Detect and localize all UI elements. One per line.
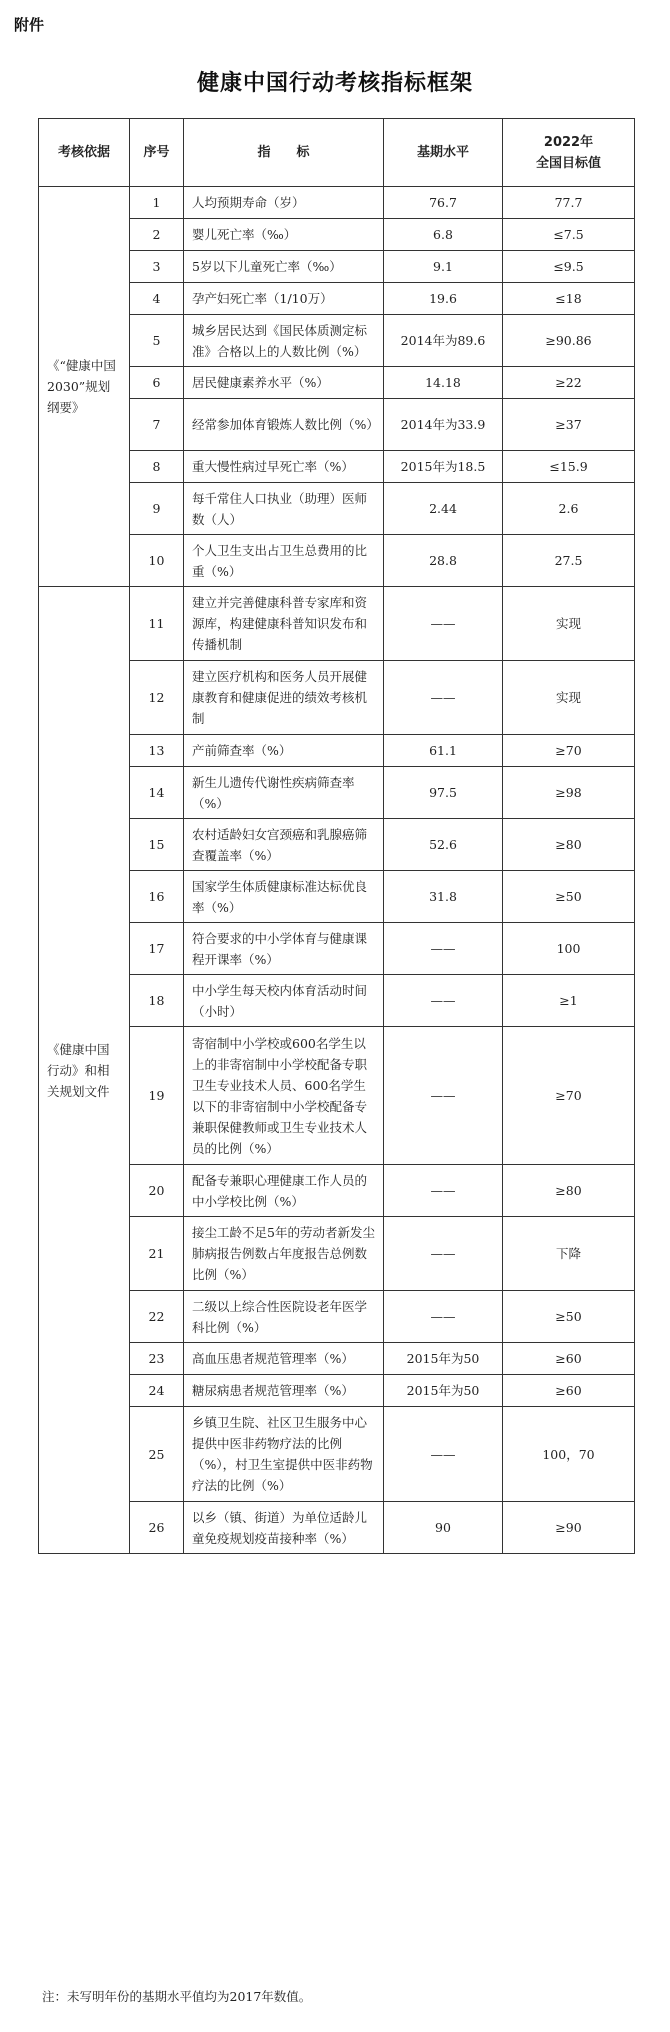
baseline-value: 28.8 — [384, 535, 503, 587]
row-number: 21 — [130, 1217, 184, 1291]
baseline-value: 61.1 — [384, 735, 503, 767]
baseline-value: —— — [384, 1165, 503, 1217]
header-number: 序号 — [130, 119, 184, 187]
row-number: 22 — [130, 1291, 184, 1343]
row-number: 6 — [130, 367, 184, 399]
indicator-cell: 符合要求的中小学体育与健康课程开课率（%） — [184, 923, 384, 975]
basis-cell: 《“健康中国2030”规划纲要》 — [39, 187, 130, 587]
target-value: ≥60 — [503, 1343, 635, 1375]
indicator-cell: 乡镇卫生院、社区卫生服务中心提供中医非药物疗法的比例（%），村卫生室提供中医非药物疗法的比例（%） — [184, 1407, 384, 1502]
target-value: ≥37 — [503, 399, 635, 451]
indicator-cell: 配备专兼职心理健康工作人员的中小学校比例（%） — [184, 1165, 384, 1217]
attachment-label: 附件 — [14, 16, 45, 34]
indicator-cell: 寄宿制中小学校或600名学生以上的非寄宿制中小学校配备专职卫生专业技术人员、600名学生以下的非寄宿制中小学校配备专兼职保健教师或卫生专业技术人员的比例（%） — [184, 1027, 384, 1165]
indicator-cell: 婴儿死亡率（‰） — [184, 219, 384, 251]
row-number: 16 — [130, 871, 184, 923]
baseline-value: —— — [384, 1027, 503, 1165]
baseline-value: —— — [384, 1217, 503, 1291]
row-number: 18 — [130, 975, 184, 1027]
target-value: ≥98 — [503, 767, 635, 819]
indicator-cell: 居民健康素养水平（%） — [184, 367, 384, 399]
row-number: 10 — [130, 535, 184, 587]
indicator-cell: 经常参加体育锻炼人数比例（%） — [184, 399, 384, 451]
baseline-value: 76.7 — [384, 187, 503, 219]
target-value: 100 — [503, 923, 635, 975]
target-value: ≥1 — [503, 975, 635, 1027]
row-number: 17 — [130, 923, 184, 975]
row-number: 3 — [130, 251, 184, 283]
indicator-cell: 个人卫生支出占卫生总费用的比重（%） — [184, 535, 384, 587]
row-number: 20 — [130, 1165, 184, 1217]
target-value: ≤18 — [503, 283, 635, 315]
row-number: 4 — [130, 283, 184, 315]
header-baseline: 基期水平 — [384, 119, 503, 187]
header-target-scope: 全国目标值 — [535, 155, 601, 171]
indicator-cell: 糖尿病患者规范管理率（%） — [184, 1375, 384, 1407]
row-number: 11 — [130, 587, 184, 661]
row-number: 25 — [130, 1407, 184, 1502]
baseline-value: 9.1 — [384, 251, 503, 283]
row-number: 8 — [130, 451, 184, 483]
row-number: 2 — [130, 219, 184, 251]
baseline-value: 31.8 — [384, 871, 503, 923]
header-indicator: 指 标 — [184, 119, 384, 187]
header-basis: 考核依据 — [39, 119, 130, 187]
baseline-value: 19.6 — [384, 283, 503, 315]
baseline-value: 6.8 — [384, 219, 503, 251]
indicator-cell: 5岁以下儿童死亡率（‰） — [184, 251, 384, 283]
row-number: 15 — [130, 819, 184, 871]
header-target — [503, 119, 635, 187]
target-value: ≥60 — [503, 1375, 635, 1407]
baseline-value: —— — [384, 975, 503, 1027]
indicator-cell: 建立并完善健康科普专家库和资源库，构建健康科普知识发布和传播机制 — [184, 587, 384, 661]
target-value: 27.5 — [503, 535, 635, 587]
row-number: 19 — [130, 1027, 184, 1165]
target-value: 下降 — [503, 1217, 635, 1291]
target-value: 实现 — [503, 661, 635, 735]
baseline-value: 2015年为50 — [384, 1375, 503, 1407]
target-value: 2.6 — [503, 483, 635, 535]
row-number: 1 — [130, 187, 184, 219]
baseline-value: —— — [384, 1407, 503, 1502]
row-number: 23 — [130, 1343, 184, 1375]
baseline-value: 52.6 — [384, 819, 503, 871]
baseline-value: 14.18 — [384, 367, 503, 399]
indicator-cell: 产前筛查率（%） — [184, 735, 384, 767]
indicator-cell: 孕产妇死亡率（1/10万） — [184, 283, 384, 315]
table-header-row — [39, 119, 635, 187]
baseline-value: 2015年为50 — [384, 1343, 503, 1375]
target-value: ≥50 — [503, 1291, 635, 1343]
baseline-value: 2015年为18.5 — [384, 451, 503, 483]
target-value: ≥50 — [503, 871, 635, 923]
target-value: ≥80 — [503, 819, 635, 871]
row-number: 13 — [130, 735, 184, 767]
indicator-cell: 二级以上综合性医院设老年医学科比例（%） — [184, 1291, 384, 1343]
indicator-cell: 以乡（镇、街道）为单位适龄儿童免疫规划疫苗接种率（%） — [184, 1502, 384, 1554]
table-row — [39, 187, 635, 219]
table-row — [39, 587, 635, 661]
target-value: ≥90 — [503, 1502, 635, 1554]
indicator-cell: 农村适龄妇女宫颈癌和乳腺癌筛查覆盖率（%） — [184, 819, 384, 871]
indicator-cell: 重大慢性病过早死亡率（%） — [184, 451, 384, 483]
target-value: ≤9.5 — [503, 251, 635, 283]
indicator-cell: 国家学生体质健康标准达标优良率（%） — [184, 871, 384, 923]
indicator-cell: 人均预期寿命（岁） — [184, 187, 384, 219]
baseline-value: 90 — [384, 1502, 503, 1554]
indicator-cell: 中小学生每天校内体育活动时间（小时） — [184, 975, 384, 1027]
row-number: 26 — [130, 1502, 184, 1554]
indicator-cell: 城乡居民达到《国民体质测定标准》合格以上的人数比例（%） — [184, 315, 384, 367]
target-value: 实现 — [503, 587, 635, 661]
baseline-value: 2014年为89.6 — [384, 315, 503, 367]
row-number: 9 — [130, 483, 184, 535]
basis-cell: 《健康中国行动》和相关规划文件 — [39, 587, 130, 1554]
indicator-cell: 新生儿遗传代谢性疾病筛查率（%） — [184, 767, 384, 819]
row-number: 14 — [130, 767, 184, 819]
target-value: 100，70 — [503, 1407, 635, 1502]
row-number: 7 — [130, 399, 184, 451]
target-value: ≤15.9 — [503, 451, 635, 483]
baseline-value: —— — [384, 661, 503, 735]
row-number: 5 — [130, 315, 184, 367]
target-value: ≥80 — [503, 1165, 635, 1217]
indicator-cell: 建立医疗机构和医务人员开展健康教育和健康促进的绩效考核机制 — [184, 661, 384, 735]
baseline-value: —— — [384, 923, 503, 975]
indicator-cell: 高血压患者规范管理率（%） — [184, 1343, 384, 1375]
indicator-cell: 接尘工龄不足5年的劳动者新发尘肺病报告例数占年度报告总例数比例（%） — [184, 1217, 384, 1291]
target-value: ≤7.5 — [503, 219, 635, 251]
header-target-year: 2022年 — [543, 134, 594, 150]
target-value: ≥90.86 — [503, 315, 635, 367]
baseline-value: 97.5 — [384, 767, 503, 819]
target-value: ≥22 — [503, 367, 635, 399]
target-value: ≥70 — [503, 735, 635, 767]
target-value: ≥70 — [503, 1027, 635, 1165]
indicator-table — [38, 118, 635, 1554]
baseline-value: 2014年为33.9 — [384, 399, 503, 451]
baseline-value: —— — [384, 587, 503, 661]
document-title: 健康中国行动考核指标框架 — [196, 71, 473, 96]
row-number: 12 — [130, 661, 184, 735]
row-number: 24 — [130, 1375, 184, 1407]
footnote: 注：未写明年份的基期水平值均为2017年数值。 — [42, 1989, 312, 2004]
target-value: 77.7 — [503, 187, 635, 219]
baseline-value: 2.44 — [384, 483, 503, 535]
indicator-cell: 每千常住人口执业（助理）医师数（人） — [184, 483, 384, 535]
baseline-value: —— — [384, 1291, 503, 1343]
